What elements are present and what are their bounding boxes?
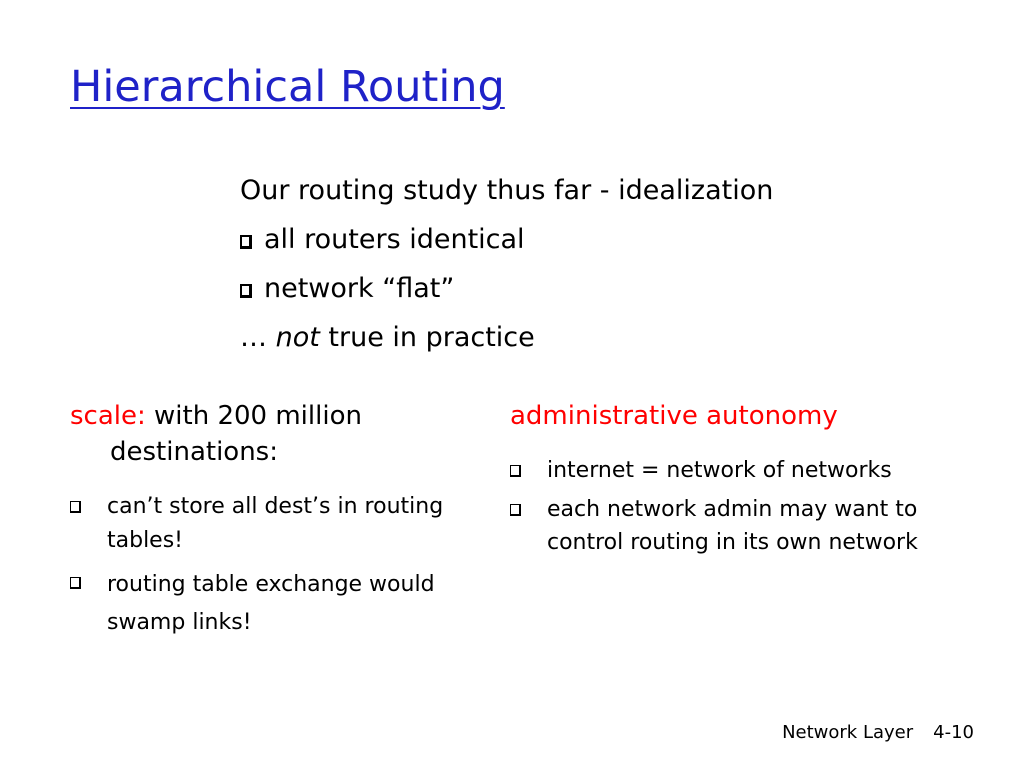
footer-section: Network Layer — [782, 722, 914, 743]
scale-label: scale: — [70, 401, 146, 431]
page-number: 4-10 — [933, 722, 974, 743]
list-item-text: can’t store all dest’s in routing tables! — [107, 494, 444, 553]
intro-closing-prefix: … — [240, 322, 276, 353]
intro-bullet — [240, 215, 773, 264]
slide-footer — [782, 722, 974, 743]
scale-heading-wrapped: destinations: — [110, 437, 278, 467]
list-item-text: internet = network of networks — [547, 458, 892, 483]
list-item — [70, 566, 450, 642]
square-bullet-icon — [510, 465, 521, 477]
autonomy-label: administrative autonomy — [510, 401, 838, 431]
list-item — [510, 454, 950, 487]
list-item — [70, 490, 450, 558]
square-bullet-icon — [240, 235, 252, 249]
scale-heading-rest: with 200 million — [145, 401, 362, 431]
list-item-text: routing table exchange would swamp links! — [107, 572, 435, 635]
intro-closing-emphasis: not — [275, 322, 320, 353]
intro-bullet-text: all routers identical — [264, 224, 525, 255]
intro-heading: Our routing study thus far - idealization — [240, 175, 774, 206]
intro-block — [240, 166, 773, 362]
intro-bullet-text: network “flat” — [264, 273, 455, 304]
autonomy-heading — [510, 396, 950, 436]
slide-title: Hierarchical Routing — [70, 62, 505, 112]
intro-bullet — [240, 264, 773, 313]
square-bullet-icon — [510, 504, 521, 516]
scale-heading — [70, 396, 450, 472]
scale-bullet-list — [70, 490, 450, 642]
intro-closing-suffix: true in practice — [319, 322, 535, 353]
autonomy-column — [510, 396, 950, 565]
square-bullet-icon — [70, 501, 81, 513]
square-bullet-icon — [240, 284, 252, 298]
scale-heading-line — [70, 401, 362, 431]
scale-column — [70, 396, 450, 640]
list-item — [510, 493, 950, 559]
autonomy-bullet-list — [510, 454, 950, 559]
intro-closing — [240, 313, 773, 362]
square-bullet-icon — [70, 577, 81, 589]
list-item-text: each network admin may want to control routing in its own network — [547, 497, 918, 555]
